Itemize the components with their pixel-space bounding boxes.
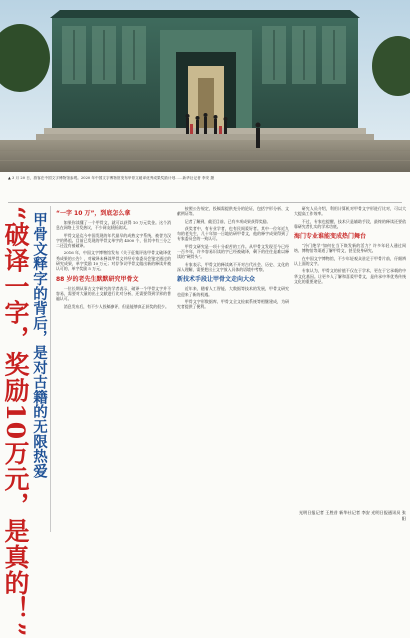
paragraph: 消息发布后，有不少人投稿参评，但是能够真正获奖的很少。 (63, 303, 169, 309)
paragraph: 研究人员介绍，利用计算机对甲骨文字形进行比对，可以大大提高工作效率。 (294, 206, 406, 217)
paragraph: 一位长期从事古文字研究的学者表示，破译一个甲骨文字并不容易，需要对大量的出土文献进行比对分析，还需要得到学界的普遍认可。 (56, 285, 171, 302)
divider (8, 202, 402, 203)
paragraph: 专家认为，甲骨文的价值不仅在于学术，更在于它承载的中华文化基因。让更多人了解和喜爱甲骨文，是传承中华优秀传统文化的重要途径。 (294, 268, 406, 284)
paragraph: 不过，专家也提醒，技术只是辅助手段，最终的释读还要依靠研究者扎实的学术功底。 (294, 218, 406, 229)
paragraph: 甲骨文字形数据库、甲骨文全文检索系统等相继建成，为研究者提供了便利。 (177, 298, 289, 310)
museum-photo (0, 0, 410, 172)
paragraph: 记者了解到，截至目前，已有多项成果获得奖励。 (184, 218, 271, 224)
paragraph: 近年来，随着人工智能、大数据等技术的发展，甲骨文研究也迎来了新的机遇。 (177, 286, 289, 297)
paragraph: 如果你读懂了一个甲骨文，就可以获得 10 万元奖金。这个消息在网络上引发热议，不少网友跃跃欲试。 (56, 220, 171, 231)
section-title: 海门专业谁能变成热门舞台 (294, 233, 367, 241)
paragraph: 获奖者中，有专业学者，也有民间爱好者。其中一位年近九旬的老先生，几十年如一日地钻研甲骨文，他的释字成果得到了专家委员会的一致认可。 (177, 225, 289, 242)
paragraph: 在中国文字博物馆，不少年轻观众驻足于甲骨片前，仔细辨认上面的文字。 (294, 255, 406, 267)
section-title: 88 岁的老先生默默研究甲骨文 (56, 275, 139, 283)
paragraph: “冷门绝学”如何在当下焕发新的活力？许多年轻人通过网络、博物馆等渠道了解甲骨文，甚至投身研究。 (294, 243, 406, 254)
paragraph: 甲骨文研究是一项十分艰苦的工作。从甲骨文发现至今已经一百多年，许多容易识读的字已经被破译，剩下的往往是难以释读的“硬骨头”。 (177, 243, 289, 260)
headline: “破译一字，奖励10万元，是真的！” (1, 206, 30, 638)
photo-caption: ▲ 3 月 20 日，游客在中国文字博物馆参观。2020 年中国文字博物馆发布甲骨文破译优秀成果奖励计划……新华社记者 李安 摄 (8, 176, 215, 180)
museum-building-image (0, 0, 410, 172)
column-divider (50, 206, 51, 532)
paragraph: 2016 年，中国文字博物馆发布《关于征集评选甲骨文破译优秀成果的公告》，对破译未释读甲骨文并经专家委员会鉴定通过的研究成果，单字奖励 10 万元；对存争议甲骨文做出新的释读并被认可的，单字奖励 5 万元。 (56, 250, 171, 272)
paragraph: 专家表示，甲骨文的释读离不开对古代社会、历史、文化的深入理解，需要把出土文字放入具体的语境中考察。 (177, 261, 289, 272)
article-column-3 (294, 206, 406, 286)
article-column-1 (56, 206, 171, 311)
section-title: 新技术手段让甲骨文走向大众 (177, 276, 256, 284)
article-column-2 (177, 206, 289, 311)
paragraph: 按照公告规定，投稿需提供充分的论证，包括字形分析、文献例证等。 (177, 206, 289, 217)
subheadline: 甲骨文释字的背后，是对古籍的无限热爱 (31, 212, 47, 479)
byline: 光明日报记者 王胜昔 新华社记者 李安 光明日报通讯员 张 阳 (298, 510, 406, 521)
section-title: “一字 10 万”，到底怎么拿 (56, 210, 131, 217)
paragraph: 甲骨文是迄今中国发现的年代最早的成熟文字系统，被誉为汉字的鼻祖。目前已发现的甲骨文单字约 4500 个，但其中有三分之二还没有被破译。 (56, 232, 171, 249)
